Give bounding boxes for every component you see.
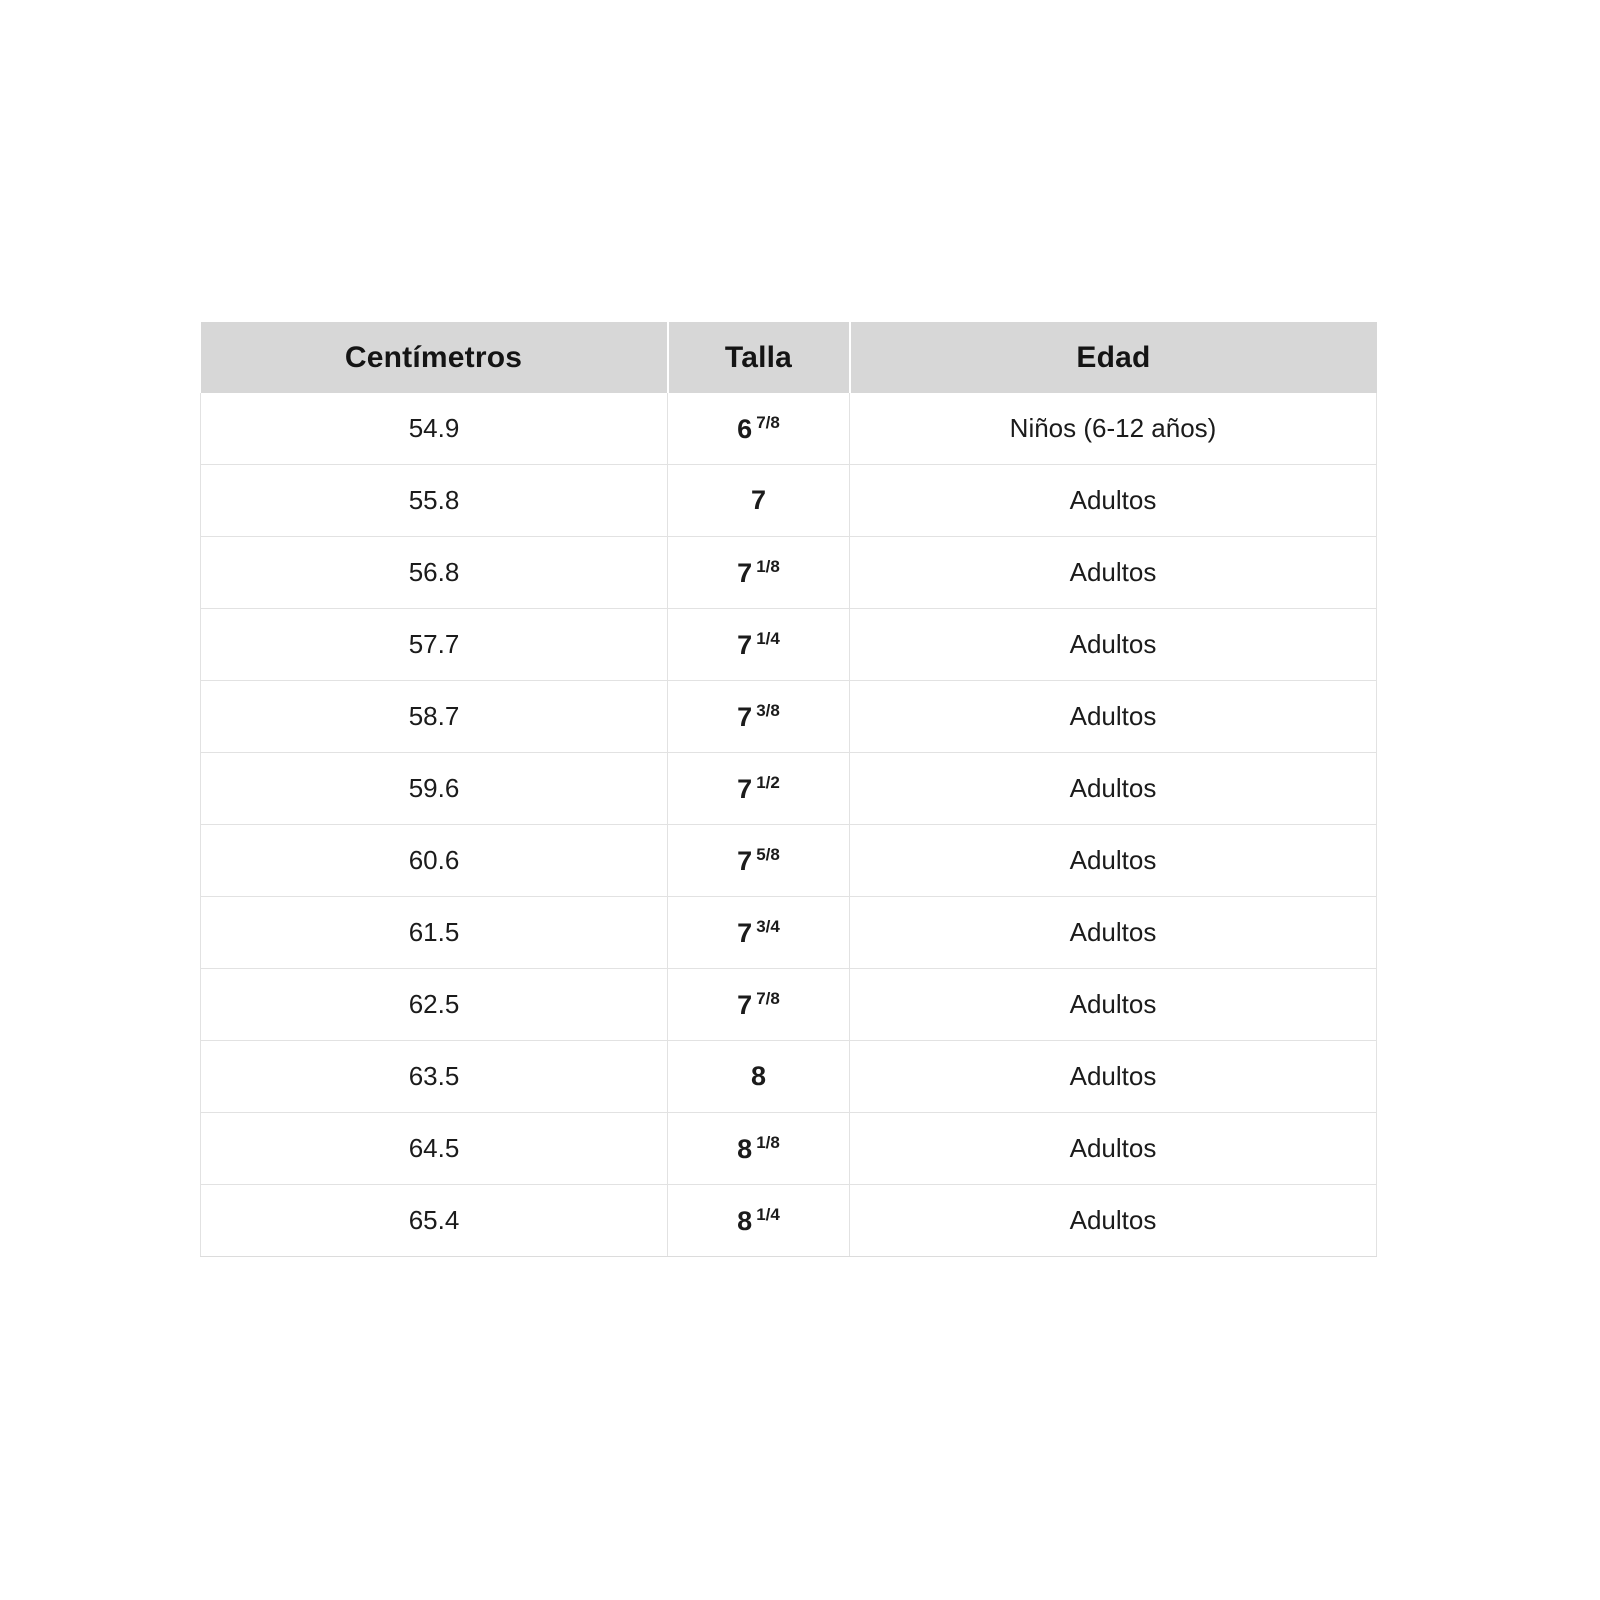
size-fraction: 7/8	[756, 988, 780, 1008]
cell-centimeters: 62.5	[201, 969, 668, 1041]
size-whole-number: 7	[737, 917, 753, 948]
table-body	[201, 393, 1377, 1257]
cell-age: Niños (6-12 años)	[850, 393, 1377, 465]
column-header-centimeters: Centímetros	[201, 322, 668, 393]
cell-age: Adultos	[850, 681, 1377, 753]
cell-centimeters: 61.5	[201, 897, 668, 969]
size-whole-number: 7	[737, 701, 753, 732]
table-row	[201, 825, 1377, 897]
cell-size	[668, 1113, 850, 1185]
cell-age: Adultos	[850, 609, 1377, 681]
size-fraction: 1/4	[756, 1204, 780, 1224]
cell-size	[668, 609, 850, 681]
cell-centimeters: 63.5	[201, 1041, 668, 1113]
cell-size	[668, 1185, 850, 1257]
table-row	[201, 753, 1377, 825]
cell-size	[668, 1041, 850, 1113]
table-row	[201, 393, 1377, 465]
table-row	[201, 897, 1377, 969]
cell-size	[668, 753, 850, 825]
size-fraction: 1/4	[756, 628, 780, 648]
cell-age: Adultos	[850, 1113, 1377, 1185]
cell-size	[668, 897, 850, 969]
cell-size	[668, 393, 850, 465]
cell-centimeters: 55.8	[201, 465, 668, 537]
cell-age: Adultos	[850, 1185, 1377, 1257]
size-whole-number: 8	[737, 1205, 753, 1236]
size-fraction: 5/8	[756, 844, 780, 864]
cell-age: Adultos	[850, 897, 1377, 969]
column-header-size: Talla	[668, 322, 850, 393]
table-row	[201, 465, 1377, 537]
table-row	[201, 537, 1377, 609]
column-header-age: Edad	[850, 322, 1377, 393]
cell-size	[668, 825, 850, 897]
table-row	[201, 1041, 1377, 1113]
size-whole-number: 7	[737, 773, 753, 804]
cell-size	[668, 969, 850, 1041]
cell-centimeters: 58.7	[201, 681, 668, 753]
size-fraction: 3/8	[756, 700, 780, 720]
size-whole-number: 8	[750, 1061, 767, 1091]
cell-centimeters: 60.6	[201, 825, 668, 897]
cell-age: Adultos	[850, 465, 1377, 537]
size-fraction: 1/8	[756, 556, 780, 576]
size-whole-number: 7	[737, 989, 753, 1020]
cell-centimeters: 54.9	[201, 393, 668, 465]
size-fraction: 3/4	[756, 916, 780, 936]
size-fraction: 1/8	[756, 1132, 780, 1152]
table-header-row	[201, 322, 1377, 393]
size-whole-number: 7	[737, 557, 753, 588]
cell-age: Adultos	[850, 969, 1377, 1041]
cell-centimeters: 59.6	[201, 753, 668, 825]
cell-age: Adultos	[850, 537, 1377, 609]
cell-size	[668, 537, 850, 609]
table-row	[201, 681, 1377, 753]
table-header	[201, 322, 1377, 393]
hat-size-table	[200, 322, 1377, 1257]
cell-size	[668, 465, 850, 537]
cell-age: Adultos	[850, 825, 1377, 897]
cell-age: Adultos	[850, 753, 1377, 825]
cell-centimeters: 65.4	[201, 1185, 668, 1257]
cell-centimeters: 64.5	[201, 1113, 668, 1185]
cell-age: Adultos	[850, 1041, 1377, 1113]
size-whole-number: 7	[750, 485, 767, 515]
size-whole-number: 8	[737, 1133, 753, 1164]
size-fraction: 1/2	[756, 772, 780, 792]
table-row	[201, 609, 1377, 681]
cell-size	[668, 681, 850, 753]
size-fraction: 7/8	[756, 412, 780, 432]
table-row	[201, 969, 1377, 1041]
cell-centimeters: 57.7	[201, 609, 668, 681]
size-whole-number: 7	[737, 845, 753, 876]
table-row	[201, 1113, 1377, 1185]
table-row	[201, 1185, 1377, 1257]
size-whole-number: 7	[737, 629, 753, 660]
size-whole-number: 6	[737, 413, 753, 444]
cell-centimeters: 56.8	[201, 537, 668, 609]
